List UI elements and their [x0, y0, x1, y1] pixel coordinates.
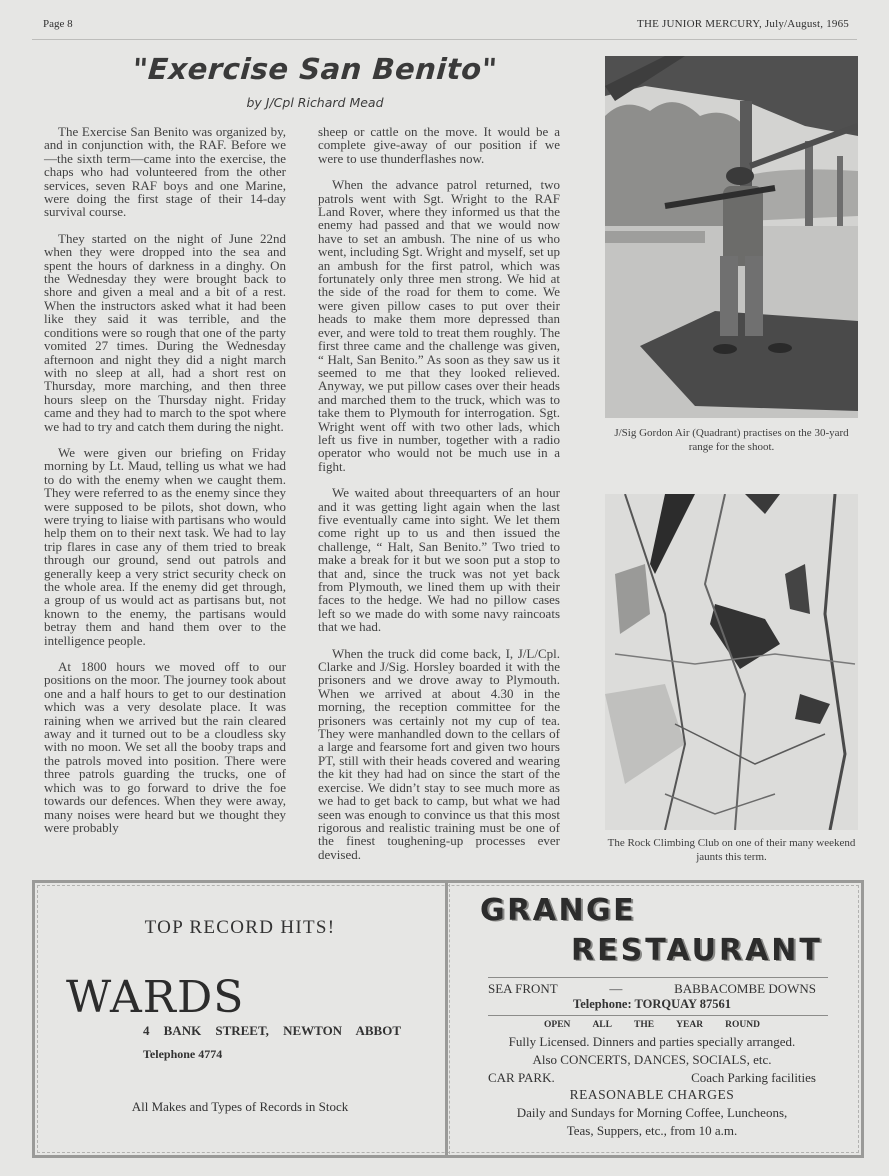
- grange-location: [488, 981, 816, 997]
- article-column-2: [318, 125, 560, 874]
- grange-parking: [488, 1070, 816, 1086]
- article-title: "Exercise San Benito": [131, 52, 499, 86]
- grange-rule: [488, 977, 828, 978]
- grange-telephone: Telephone: TORQUAY 87561: [573, 997, 731, 1011]
- rock-climbing-photo: [605, 494, 858, 830]
- grange-licensed: Fully Licensed. Dinners and parties specially arranged.: [508, 1034, 796, 1049]
- wards-stock: All Makes and Types of Records in Stock: [131, 1099, 349, 1114]
- grange-open-all-year: [488, 1020, 816, 1030]
- paragraph: sheep or cattle on the move. It would be a complete give-away of our position if we were to use thunderflashes now.: [318, 124, 560, 166]
- paragraph: We were given our briefing on Friday morning by Lt. Maud, telling us what we had to do with the enemy when we caught them. They were referred to as the enemy since they were supposed to be pilots, shot down, who were trying to liaise with partisans who would help them on to their next task. We had to lay trip flares in case any of them tried to break through our ground, send out patrols and generally keep a very strict security check on the whole area. If the enemy did get through, a group of us would act as partisans but, not known to the enemy, the partisans would betray them and hand them over to the intelligence people.: [44, 444, 286, 648]
- grange-charges: REASONABLE CHARGES: [569, 1087, 735, 1102]
- grange-open-word: OPEN: [544, 1020, 571, 1030]
- grange-name-line2: RESTAURANT: [571, 933, 823, 968]
- grange-also: Also CONCERTS, DANCES, SOCIALS, etc.: [532, 1052, 772, 1067]
- grange-location-left: SEA FRONT: [488, 981, 558, 996]
- grange-location-dash: —: [609, 981, 623, 996]
- paragraph: They started on the night of June 22nd when they were dropped into the sea and spent the hours of darkness in a dinghy. On the Wednesday they were brought back to shore and given a meal and a bit of a rest. When the instructors asked what it had been like they said it was terrible, and the conditions were so rough that one of the party vomited 27 times. During the Wednesday afternoon and night they did a night march with no sleep at all, had a short rest on Thursday, more marching, and then three hours sleep on the Thursday night. Friday came and they had to march to the spot where we had to try and catch them during the night.: [44, 230, 286, 434]
- grange-daily: Daily and Sundays for Morning Coffee, Luncheons,: [516, 1105, 788, 1120]
- grange-location-right: BABBACOMBE DOWNS: [674, 981, 816, 996]
- wards-telephone: Telephone 4774: [143, 1047, 223, 1061]
- grange-open-word: YEAR: [676, 1020, 704, 1030]
- paragraph: At 1800 hours we moved off to our positions on the moor. The journey took about one and a half hours to get to our destination which was a very desolate place. It was raining when we arrived but the rain cleared away and it turned out to be a cloudless sky with no moon. We set all the booby traps and the patrols moved into position. There were three patrols guarding the trucks, one of which was to go forward to drive the foe towards our defences. When they were away, many noises were heard but we thought they were probably: [44, 659, 286, 835]
- grange-name-line1: GRANGE: [480, 893, 637, 928]
- rock-face-illustration: [605, 494, 858, 830]
- page-header: [40, 18, 851, 36]
- advertisement-divider: [445, 880, 448, 1158]
- grange-open-word: THE: [634, 1020, 655, 1030]
- grange-coach-parking: Coach Parking facilities: [691, 1070, 816, 1085]
- photo-caption: The Rock Climbing Club on one of their many weekend jaunts this term.: [607, 837, 856, 863]
- grange-rule: [488, 1015, 828, 1016]
- rifle-range-photo: [605, 56, 858, 418]
- paragraph: When the truck did come back, I, J/L/Cpl. Clarke and J/Sig. Horsley boarded it with the prisoners and we drove away to Plymouth. When we arrived at about 4.30 in the morning, the reception committee for the prisoners was certainly not my cup of tea. They were manhandled down to the cellars of a large and fearsome fort and given two hours PT, still with their heads covered and wearing the kit they had had on since the start of the exercise. We didn’t stay to see much more as we had to get back to camp, but what we had seen was enough to convince us that this most rigorous and realistic training must be one of the finest toughening-up processes ever devised.: [318, 645, 560, 862]
- paragraph: When the advance patrol returned, two patrols went with Sgt. Wright to the RAF Land Rover, where they informed us that the enemy had passed and that we would now have to set an ambush. The nine of us who went, including Sgt. Wright and myself, set up an ambush for the first patrol, which was fortunately only three men strong. We hid at the side of the road for them to come. We were given pillow cases to put over their heads to make them more depressed than ever, and were told to treat them roughly. The first three came and the challenge was given, “ Halt, San Benito.” As soon as they saw us it seemed to me that they looked relieved. Anyway, we put pillow cases over their heads and marched them to the truck, which was to take them to Plymouth for interrogation. Sgt. Wright went off with two other lads, which left us five in number, together with a radio operator who would not be much use in a fight.: [318, 177, 560, 474]
- wards-name: WARDS: [66, 972, 245, 1023]
- grange-open-word: ROUND: [725, 1020, 760, 1030]
- grange-teas: Teas, Suppers, etc., from 10 a.m.: [566, 1123, 738, 1138]
- rifle-range-illustration: [605, 56, 858, 418]
- publication-title: THE JUNIOR MERCURY, July/August, 1965: [637, 18, 849, 30]
- wards-address: 4 BANK STREET, NEWTON ABBOT: [143, 1023, 401, 1038]
- article-byline: by J/Cpl Richard Mead: [246, 95, 384, 110]
- wards-tagline: TOP RECORD HITS!: [144, 917, 336, 938]
- advertisement-divider-inner: [449, 884, 451, 1154]
- paragraph: The Exercise San Benito was organized by, and in conjunction with, the RAF. Before we—the sixth term—came into the exercise, the chaps who had volunteered from the other services, seven RAF boys and one Marine, were doing the first stage of their 14-day survival course.: [44, 124, 286, 220]
- header-rule: [32, 39, 857, 40]
- article-column-1: [44, 125, 286, 847]
- photo-caption: J/Sig Gordon Air (Quadrant) practises on the 30-yard range for the shoot.: [614, 427, 849, 453]
- page-number: Page 8: [43, 18, 73, 30]
- grange-car-park: CAR PARK.: [488, 1070, 555, 1085]
- grange-open-word: ALL: [592, 1020, 612, 1030]
- paragraph: We waited about threequarters of an hour and it was getting light again when the last five eventually came into sight. We let them come right up to us and then issued the challenge, “ Halt, San Benito.” Two tried to make a break for it but we soon put a stop to that and, since the truck was not yet back from Plymouth, we lined them up with their faces to the hedge. We had no pillow cases left so we made do with some navy raincoats that we had.: [318, 485, 560, 635]
